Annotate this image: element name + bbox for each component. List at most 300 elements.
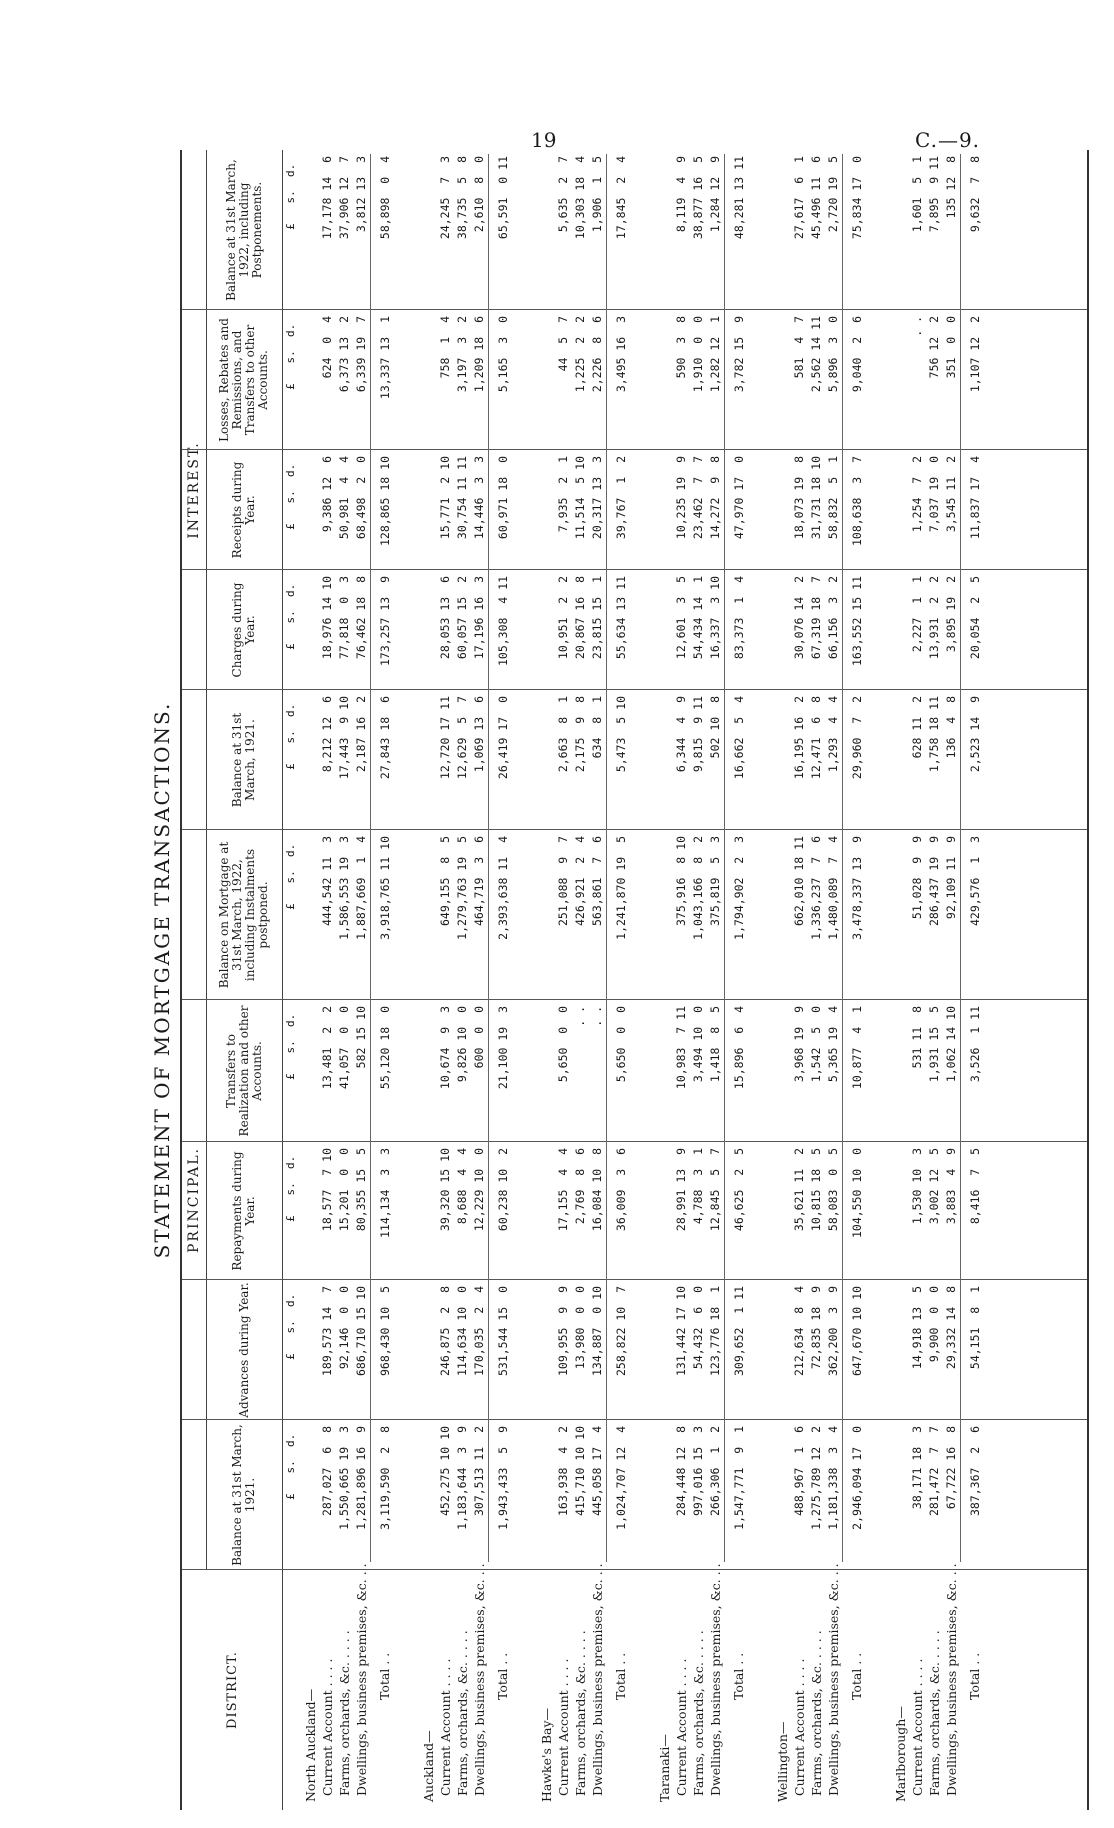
value-cell: 136 4 8 xyxy=(944,696,958,759)
value-cell: 9,040 2 6 xyxy=(850,316,864,393)
value-cell: 9,386 12 6 xyxy=(320,456,334,533)
value-cell: 60,971 18 0 xyxy=(496,456,510,540)
value-cell: 662,010 18 11 xyxy=(792,836,806,927)
value-cell: 135 12 8 xyxy=(944,156,958,219)
value-cell: 20,317 13 3 xyxy=(590,456,604,540)
value-cell: 3,002 12 5 xyxy=(927,1148,941,1225)
table-row xyxy=(808,150,825,1810)
value-cell: 173,257 13 9 xyxy=(378,576,392,667)
total-row xyxy=(960,150,990,1810)
value-cell: 114,634 10 0 xyxy=(455,1286,469,1377)
page-number: 19 xyxy=(531,128,557,152)
value-cell: 3,895 19 2 xyxy=(944,576,958,653)
value-cell: 1,183,644 3 9 xyxy=(455,1426,469,1530)
value-cell: 131,442 17 10 xyxy=(674,1286,688,1377)
value-cell: 10,674 9 3 xyxy=(438,1006,452,1090)
value-cell: 1,906 1 5 xyxy=(590,156,604,233)
column-heading-4: Transfers to Realization and other Accounts. xyxy=(223,1005,264,1137)
table-row xyxy=(825,150,842,1810)
value-cell: 17,155 4 4 xyxy=(556,1148,570,1232)
value-cell: 10,235 19 9 xyxy=(674,456,688,540)
column-heading-7: Charges during Year. xyxy=(230,582,257,678)
value-cell: 36,009 3 6 xyxy=(614,1148,628,1232)
value-cell: 3,968 19 9 xyxy=(792,1006,806,1083)
district-name: Hawke's Bay— xyxy=(539,1707,554,1802)
value-cell: 212,634 8 4 xyxy=(792,1286,806,1377)
value-cell: 997,016 15 3 xyxy=(691,1426,705,1517)
value-cell: 2,610 8 0 xyxy=(472,156,486,233)
value-cell: 3,494 10 0 xyxy=(691,1006,705,1083)
row-spacer xyxy=(400,150,420,1810)
value-cell: 464,719 3 6 xyxy=(472,836,486,927)
value-cell: 287,027 6 8 xyxy=(320,1426,334,1517)
value-cell: 582 15 10 xyxy=(354,1006,368,1069)
value-cell: 375,819 5 3 xyxy=(708,836,722,927)
value-cell: 1,282 12 1 xyxy=(708,316,722,393)
value-cell: 581 4 7 xyxy=(792,316,806,379)
total-label: Total . . xyxy=(613,1652,628,1700)
value-cell: 1,530 10 3 xyxy=(910,1148,924,1225)
value-cell: 362,200 3 9 xyxy=(826,1286,840,1377)
value-cell: 109,955 9 9 xyxy=(556,1286,570,1377)
value-cell: 39,320 15 10 xyxy=(438,1148,452,1232)
table-row xyxy=(707,150,724,1810)
value-cell: 44 5 7 xyxy=(556,316,570,372)
value-cell: 17,196 16 3 xyxy=(472,576,486,660)
row-label: Current Account . . . . xyxy=(556,1658,571,1796)
value-cell: 1,418 8 5 xyxy=(708,1006,722,1083)
value-cell: 10,877 4 1 xyxy=(850,1006,864,1090)
row-label: Farms, orchards, &c. . . . . xyxy=(573,1630,588,1796)
value-cell: 12,845 5 7 xyxy=(708,1148,722,1232)
unit-headings xyxy=(284,150,300,1810)
unit-heading: £ s. d. xyxy=(284,703,297,770)
value-cell: 1,550,665 19 3 xyxy=(337,1426,351,1530)
value-cell: 83,373 1 4 xyxy=(732,576,746,660)
row-label: Dwellings, business premises, &c. . . xyxy=(472,1563,487,1796)
unit-heading: £ s. d. xyxy=(284,323,297,390)
value-cell: 563,861 7 6 xyxy=(590,836,604,927)
unit-heading: £ s. d. xyxy=(284,1013,297,1080)
value-cell: 1,279,763 19 5 xyxy=(455,836,469,940)
value-cell: 634 8 1 xyxy=(590,696,604,759)
value-cell: . . xyxy=(573,1006,587,1041)
value-cell: 54,432 6 0 xyxy=(691,1286,705,1370)
value-cell: 15,896 6 4 xyxy=(732,1006,746,1090)
value-cell: 8,688 4 4 xyxy=(455,1148,469,1225)
value-cell: 29,960 7 2 xyxy=(850,696,864,780)
column-heading-6: Balance at 31st March, 1921. xyxy=(230,712,257,808)
value-cell: 18,976 14 10 xyxy=(320,576,334,660)
value-cell: 375,916 8 10 xyxy=(674,836,688,927)
value-cell: 37,906 12 7 xyxy=(337,156,351,240)
value-cell: 1,943,433 5 9 xyxy=(496,1426,510,1530)
row-label: Dwellings, business premises, &c. . . xyxy=(944,1563,959,1796)
row-label: Dwellings, business premises, &c. . . xyxy=(590,1563,605,1796)
value-cell: 21,100 19 3 xyxy=(496,1006,510,1090)
value-cell: 1,293 4 4 xyxy=(826,696,840,773)
row-label: Farms, orchards, &c. . . . . xyxy=(337,1630,352,1796)
value-cell: 30,754 11 11 xyxy=(455,456,469,540)
value-cell: 452,275 10 10 xyxy=(438,1426,452,1517)
value-cell: 1,043,166 8 2 xyxy=(691,836,705,940)
column-headings xyxy=(206,150,282,1810)
value-cell: 163,552 15 11 xyxy=(850,576,864,667)
district-heading-row xyxy=(774,150,791,1810)
value-cell: 55,634 13 11 xyxy=(614,576,628,660)
value-cell: 2,523 14 9 xyxy=(968,696,982,773)
value-cell: 50,981 4 4 xyxy=(337,456,351,540)
row-label: Dwellings, business premises, &c. . . xyxy=(826,1563,841,1796)
value-cell: 16,084 10 8 xyxy=(590,1148,604,1232)
unit-heading: £ s. d. xyxy=(284,1293,297,1360)
value-cell: 1,241,870 19 5 xyxy=(614,836,628,940)
value-cell: 13,980 0 0 xyxy=(573,1286,587,1370)
value-cell: 27,843 18 6 xyxy=(378,696,392,780)
value-cell: 163,938 4 2 xyxy=(556,1426,570,1517)
value-cell: 2,663 8 1 xyxy=(556,696,570,773)
value-cell: 16,337 3 10 xyxy=(708,576,722,660)
value-cell: 1,542 5 0 xyxy=(809,1006,823,1083)
district-name: Auckland— xyxy=(421,1730,436,1802)
value-cell: 18,073 19 8 xyxy=(792,456,806,540)
column-heading-8: Receipts during Year. xyxy=(230,461,257,559)
value-cell: 1,284 12 9 xyxy=(708,156,722,233)
column-heading-10: Balance at 31st March, 1922, including Postponements. xyxy=(223,159,264,301)
table-row xyxy=(943,150,960,1810)
value-cell: 14,272 9 8 xyxy=(708,456,722,540)
value-cell: 23,462 7 7 xyxy=(691,456,705,540)
value-cell: 67,722 16 8 xyxy=(944,1426,958,1510)
value-cell: 429,576 1 3 xyxy=(968,836,982,927)
value-cell: 1,254 7 2 xyxy=(910,456,924,533)
value-cell: 58,083 0 5 xyxy=(826,1148,840,1232)
value-cell: 17,443 9 10 xyxy=(337,696,351,780)
value-cell: 41,057 0 0 xyxy=(337,1006,351,1090)
value-cell: 2,769 8 6 xyxy=(573,1148,587,1225)
value-cell: 134,887 0 10 xyxy=(590,1286,604,1377)
total-label: Total . . xyxy=(849,1652,864,1700)
value-cell: 66,156 3 2 xyxy=(826,576,840,660)
value-cell: 1,181,338 3 4 xyxy=(826,1426,840,1530)
value-cell: 30,076 14 2 xyxy=(792,576,806,660)
value-cell: 54,434 14 1 xyxy=(691,576,705,660)
value-cell: 39,767 1 2 xyxy=(614,456,628,540)
row-label: Current Account . . . . xyxy=(910,1658,925,1796)
value-cell: 281,472 7 7 xyxy=(927,1426,941,1517)
unit-heading: £ s. d. xyxy=(284,1155,297,1222)
value-cell: 128,865 18 10 xyxy=(378,456,392,547)
row-label: Farms, orchards, &c. . . . . xyxy=(455,1630,470,1796)
row-label: Current Account . . . . xyxy=(674,1658,689,1796)
value-cell: 3,545 11 2 xyxy=(944,456,958,533)
value-cell: 72,835 18 9 xyxy=(809,1286,823,1370)
value-cell: 65,591 0 11 xyxy=(496,156,510,240)
value-cell: 3,526 1 11 xyxy=(968,1006,982,1083)
column-heading-9: Losses, Rebates and Remissions, and Transfers to other Accounts. xyxy=(217,318,270,442)
value-cell: 2,946,094 17 0 xyxy=(850,1426,864,1530)
value-cell: 12,720 17 11 xyxy=(438,696,452,780)
value-cell: 26,419 17 0 xyxy=(496,696,510,780)
value-cell: 7,935 2 1 xyxy=(556,456,570,533)
table-row xyxy=(471,150,488,1810)
value-cell: 68,498 2 0 xyxy=(354,456,368,540)
table-row xyxy=(454,150,471,1810)
value-cell: 1,275,789 12 2 xyxy=(809,1426,823,1530)
value-cell: 1,062 14 10 xyxy=(944,1006,958,1083)
value-cell: 123,776 18 1 xyxy=(708,1286,722,1377)
row-label: Farms, orchards, &c. . . . . xyxy=(691,1630,706,1796)
value-cell: 31,731 18 10 xyxy=(809,456,823,540)
value-cell: 92,109 11 9 xyxy=(944,836,958,920)
rotated-statement-table xyxy=(150,150,1090,1810)
value-cell: 6,344 4 9 xyxy=(674,696,688,773)
value-cell: 266,306 1 2 xyxy=(708,1426,722,1517)
value-cell: 24,245 7 3 xyxy=(438,156,452,240)
total-label: Total . . xyxy=(731,1652,746,1700)
value-cell: 6,373 13 2 xyxy=(337,316,351,393)
value-cell: 76,462 18 8 xyxy=(354,576,368,660)
value-cell: 15,201 0 0 xyxy=(337,1148,351,1232)
value-cell: 80,355 15 5 xyxy=(354,1148,368,1232)
value-cell: 8,119 4 9 xyxy=(674,156,688,233)
row-spacer xyxy=(872,150,892,1810)
value-cell: 1,601 5 1 xyxy=(910,156,924,233)
table-row xyxy=(437,150,454,1810)
unit-heading: £ s. d. xyxy=(284,463,297,530)
value-cell: 502 10 8 xyxy=(708,696,722,759)
value-cell: 3,812 13 3 xyxy=(354,156,368,233)
value-cell: 54,151 8 1 xyxy=(968,1286,982,1370)
value-cell: 58,898 0 4 xyxy=(378,156,392,240)
table-frame xyxy=(180,150,1089,1810)
district-heading-row xyxy=(302,150,319,1810)
value-cell: 13,931 2 2 xyxy=(927,576,941,660)
value-cell: 5,635 2 7 xyxy=(556,156,570,233)
value-cell: 600 0 0 xyxy=(472,1006,486,1069)
value-cell: 444,542 11 3 xyxy=(320,836,334,927)
value-cell: 3,918,765 11 10 xyxy=(378,836,392,940)
district-name: Wellington— xyxy=(775,1721,790,1802)
value-cell: 1,758 18 11 xyxy=(927,696,941,773)
value-cell: 5,896 3 0 xyxy=(826,316,840,393)
value-cell: 756 12 2 xyxy=(927,316,941,379)
value-cell: 48,281 13 11 xyxy=(732,156,746,240)
value-cell: 11,514 5 10 xyxy=(573,456,587,540)
value-cell: 628 11 2 xyxy=(910,696,924,759)
value-cell: 51,028 9 9 xyxy=(910,836,924,920)
value-cell: 415,710 10 10 xyxy=(573,1426,587,1517)
value-cell: 3,495 16 3 xyxy=(614,316,628,393)
value-cell: 387,367 2 6 xyxy=(968,1426,982,1517)
row-label: Dwellings, business premises, &c. . . xyxy=(354,1563,369,1796)
value-cell: 14,918 13 5 xyxy=(910,1286,924,1370)
value-cell: 309,652 1 11 xyxy=(732,1286,746,1377)
value-cell: 10,951 2 2 xyxy=(556,576,570,660)
value-cell: . . xyxy=(590,1006,604,1041)
value-cell: 968,430 10 5 xyxy=(378,1286,392,1377)
value-cell: 307,513 11 2 xyxy=(472,1426,486,1517)
value-cell: 12,471 6 8 xyxy=(809,696,823,780)
table-row xyxy=(319,150,336,1810)
value-cell: 38,171 18 3 xyxy=(910,1426,924,1510)
value-cell: 5,650 0 0 xyxy=(614,1006,628,1083)
row-spacer xyxy=(518,150,538,1810)
value-cell: . . xyxy=(910,316,924,351)
value-cell: 46,625 2 5 xyxy=(732,1148,746,1232)
value-cell: 20,867 16 8 xyxy=(573,576,587,660)
value-cell: 10,303 18 4 xyxy=(573,156,587,240)
value-cell: 445,058 17 4 xyxy=(590,1426,604,1517)
value-cell: 9,632 7 8 xyxy=(968,156,982,233)
value-cell: 15,771 2 10 xyxy=(438,456,452,540)
value-cell: 624 0 4 xyxy=(320,316,334,379)
total-label: Total . . xyxy=(967,1652,982,1700)
value-cell: 590 3 8 xyxy=(674,316,688,379)
value-cell: 10,815 18 5 xyxy=(809,1148,823,1232)
value-cell: 13,337 13 1 xyxy=(378,316,392,400)
statement-title: STATEMENT OF MORTGAGE TRANSACTIONS. xyxy=(150,701,174,1259)
header-rule xyxy=(282,150,283,1810)
value-cell: 7,037 19 0 xyxy=(927,456,941,533)
value-cell: 2,227 1 1 xyxy=(910,576,924,653)
value-cell: 18,577 7 10 xyxy=(320,1148,334,1232)
value-cell: 1,024,707 12 4 xyxy=(614,1426,628,1530)
value-cell: 6,339 19 7 xyxy=(354,316,368,393)
table-body xyxy=(302,150,990,1810)
district-heading-row xyxy=(892,150,909,1810)
value-cell: 1,336,237 7 6 xyxy=(809,836,823,940)
value-cell: 11,837 17 4 xyxy=(968,456,982,540)
value-cell: 3,119,590 2 8 xyxy=(378,1426,392,1530)
value-cell: 1,547,771 9 1 xyxy=(732,1426,746,1530)
unit-heading: £ s. d. xyxy=(284,1433,297,1500)
value-cell: 12,601 3 5 xyxy=(674,576,688,660)
table-row xyxy=(673,150,690,1810)
row-label: Farms, orchards, &c. . . . . xyxy=(809,1630,824,1796)
value-cell: 1,209 18 6 xyxy=(472,316,486,393)
value-cell: 104,550 10 0 xyxy=(850,1148,864,1239)
table-row xyxy=(909,150,926,1810)
row-label: Current Account . . . . xyxy=(792,1658,807,1796)
value-cell: 3,197 3 2 xyxy=(455,316,469,393)
document-reference: C.—9. xyxy=(915,128,981,152)
value-cell: 8,416 7 5 xyxy=(968,1148,982,1225)
column-heading-3: Repayments during Year. xyxy=(230,1151,257,1271)
value-cell: 2,226 8 6 xyxy=(590,316,604,393)
table-row xyxy=(336,150,353,1810)
value-cell: 58,832 5 1 xyxy=(826,456,840,540)
interest-group-heading: INTEREST. xyxy=(182,150,207,830)
unit-heading: £ s. d. xyxy=(284,843,297,910)
value-cell: 286,437 19 9 xyxy=(927,836,941,927)
value-cell: 284,448 12 8 xyxy=(674,1426,688,1517)
value-cell: 28,053 13 6 xyxy=(438,576,452,660)
value-cell: 12,229 10 0 xyxy=(472,1148,486,1232)
value-cell: 38,877 16 5 xyxy=(691,156,705,240)
value-cell: 1,107 12 2 xyxy=(968,316,982,393)
principal-group-heading: PRINCIPAL. xyxy=(182,830,207,1570)
table-row xyxy=(555,150,572,1810)
value-cell: 16,662 5 4 xyxy=(732,696,746,780)
row-label: Current Account . . . . xyxy=(320,1658,335,1796)
row-spacer xyxy=(754,150,774,1810)
value-cell: 5,165 3 0 xyxy=(496,316,510,393)
value-cell: 1,225 2 2 xyxy=(573,316,587,393)
total-row xyxy=(370,150,400,1810)
total-row xyxy=(842,150,872,1810)
value-cell: 45,496 11 6 xyxy=(809,156,823,240)
column-heading-1: Balance at 31st March, 1921. xyxy=(230,1424,257,1566)
value-cell: 426,921 2 4 xyxy=(573,836,587,927)
value-cell: 75,834 17 0 xyxy=(850,156,864,240)
value-cell: 2,393,638 11 4 xyxy=(496,836,510,940)
value-cell: 5,365 19 4 xyxy=(826,1006,840,1083)
value-cell: 758 1 4 xyxy=(438,316,452,379)
district-name: Marlborough— xyxy=(893,1706,908,1802)
total-row xyxy=(488,150,518,1810)
total-label: Total . . xyxy=(495,1652,510,1700)
value-cell: 189,573 14 7 xyxy=(320,1286,334,1377)
value-cell: 5,650 0 0 xyxy=(556,1006,570,1083)
district-heading-row xyxy=(538,150,555,1810)
value-cell: 2,720 19 5 xyxy=(826,156,840,233)
district-name: Taranaki— xyxy=(657,1734,672,1802)
value-cell: 170,035 2 4 xyxy=(472,1286,486,1377)
value-cell: 251,088 9 7 xyxy=(556,836,570,927)
value-cell: 4,788 3 1 xyxy=(691,1148,705,1225)
value-cell: 10,983 7 11 xyxy=(674,1006,688,1090)
value-cell: 9,826 10 0 xyxy=(455,1006,469,1083)
value-cell: 13,481 2 2 xyxy=(320,1006,334,1090)
value-cell: 77,818 0 3 xyxy=(337,576,351,660)
row-label: Farms, orchards, &c. . . . . xyxy=(927,1630,942,1796)
table-row xyxy=(572,150,589,1810)
value-cell: 60,057 15 2 xyxy=(455,576,469,660)
value-cell: 17,178 14 6 xyxy=(320,156,334,240)
value-cell: 67,319 18 7 xyxy=(809,576,823,660)
value-cell: 8,212 12 6 xyxy=(320,696,334,773)
value-cell: 649,155 8 5 xyxy=(438,836,452,927)
value-cell: 14,446 3 3 xyxy=(472,456,486,540)
total-row xyxy=(724,150,754,1810)
value-cell: 105,308 4 11 xyxy=(496,576,510,667)
value-cell: 108,638 3 7 xyxy=(850,456,864,547)
value-cell: 23,815 15 1 xyxy=(590,576,604,660)
row-label: Dwellings, business premises, &c. . . xyxy=(708,1563,723,1796)
value-cell: 1,586,553 19 3 xyxy=(337,836,351,940)
value-cell: 17,845 2 4 xyxy=(614,156,628,240)
value-cell: 531,544 15 0 xyxy=(496,1286,510,1377)
value-cell: 686,710 15 10 xyxy=(354,1286,368,1377)
value-cell: 351 0 0 xyxy=(944,316,958,379)
value-cell: 38,735 5 8 xyxy=(455,156,469,240)
value-cell: 9,900 0 0 xyxy=(927,1286,941,1363)
value-cell: 114,134 3 3 xyxy=(378,1148,392,1239)
table-row xyxy=(926,150,943,1810)
value-cell: 3,478,337 13 9 xyxy=(850,836,864,940)
value-cell: 1,910 0 0 xyxy=(691,316,705,393)
table-row xyxy=(791,150,808,1810)
district-name: North Auckland— xyxy=(303,1688,318,1802)
value-cell: 531 11 8 xyxy=(910,1006,924,1069)
value-cell: 20,054 2 5 xyxy=(968,576,982,660)
total-label: Total . . xyxy=(377,1652,392,1700)
row-label: Current Account . . . . xyxy=(438,1658,453,1796)
value-cell: 27,617 6 1 xyxy=(792,156,806,240)
value-cell: 12,629 5 7 xyxy=(455,696,469,780)
value-cell: 2,187 16 2 xyxy=(354,696,368,773)
